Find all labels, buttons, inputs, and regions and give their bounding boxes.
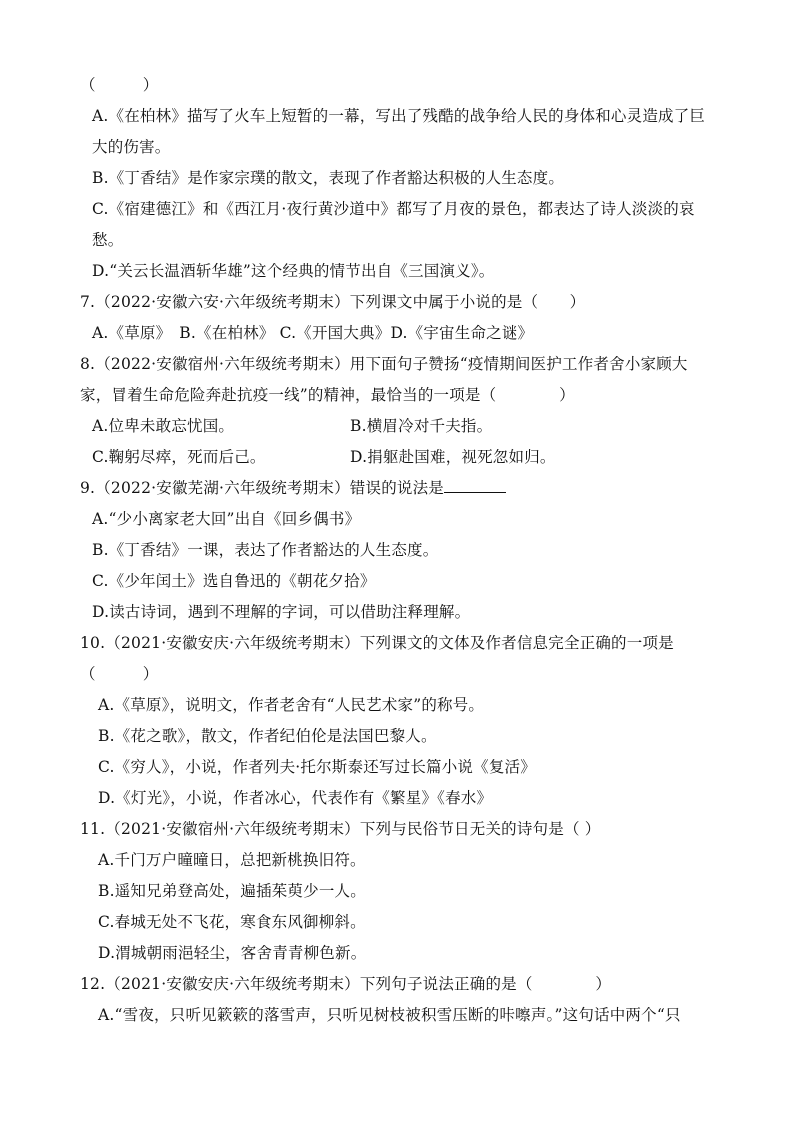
- q9-option-b: B.《丁香结》一课，表达了作者豁达的人生态度。: [92, 541, 439, 559]
- q11-option-d: D.渭城朝雨浥轻尘，客舍青青柳色新。: [98, 944, 367, 962]
- q9-stem: [80, 477, 506, 499]
- q8-stem-cont: 家，冒着生命危险奔赴抗疫一线”的精神，最恰当的一项是（ ）: [80, 386, 575, 404]
- q7-stem: 7.（2022·安徽六安·六年级统考期末）下列课文中属于小说的是（ ）: [80, 293, 586, 311]
- q6-option-a-cont: 大的伤害。: [92, 138, 171, 156]
- q8-option-d: D.捐躯赴国难，视死忽如归。: [350, 448, 556, 466]
- q6-answer-bracket: （ ）: [80, 76, 159, 94]
- q6-option-a: A.《在柏林》描写了火车上短暂的一幕，写出了残酷的战争给人民的身体和心灵造成了巨: [92, 107, 706, 125]
- q8-option-c: C.鞠躬尽瘁，死而后己。: [92, 448, 266, 466]
- q10-option-c: C.《穷人》，小说，作者列夫·托尔斯泰还写过长篇小说《复活》: [98, 758, 536, 776]
- q7-options: A.《草原》 B.《在柏林》 C.《开国大典》D.《宇宙生命之谜》: [92, 324, 534, 342]
- q6-option-c-cont: 愁。: [92, 231, 124, 249]
- q10-option-d: D.《灯光》，小说，作者冰心，代表作有《繁星》《春水》: [98, 789, 493, 807]
- q6-option-d: D.“关云长温酒斩华雄”这个经典的情节出自《三国演义》。: [92, 262, 495, 280]
- q8-option-a: A.位卑未敢忘忧国。: [92, 417, 235, 435]
- q12-option-a: A.“雪夜，只听见簌簌的落雪声，只听见树枝被积雪压断的咔嚓声。”这句话中两个“只: [98, 1006, 681, 1024]
- answer-blank: [444, 478, 506, 493]
- q9-option-a: A.“少小离家老大回”出自《回乡偶书》: [92, 510, 361, 528]
- q10-stem: 10.（2021·安徽安庆·六年级统考期末）下列课文的文体及作者信息完全正确的一项是: [80, 634, 674, 652]
- q8-stem: 8.（2022·安徽宿州·六年级统考期末）用下面句子赞扬“疫情期间医护工作者舍小家顾大: [80, 355, 688, 373]
- q12-stem: 12.（2021·安徽安庆·六年级统考期末）下列句子说法正确的是（ ）: [80, 975, 612, 993]
- q8-option-b: B.横眉冷对千夫指。: [350, 417, 493, 435]
- q9-option-d: D.读古诗词，遇到不理解的字词，可以借助注释理解。: [92, 603, 471, 621]
- q11-option-b: B.遥知兄弟登高处，遍插茱萸少一人。: [98, 882, 366, 900]
- q10-answer-bracket: （ ）: [80, 665, 159, 683]
- q11-stem: 11.（2021·安徽宿州·六年级统考期末）下列与民俗节日无关的诗句是（ ）: [80, 820, 601, 838]
- q10-option-a: A.《草原》，说明文，作者老舍有“人民艺术家”的称号。: [98, 696, 485, 714]
- q9-option-c: C.《少年闰土》选自鲁迅的《朝花夕拾》: [92, 572, 376, 590]
- q11-option-c: C.春城无处不飞花，寒食东风御柳斜。: [98, 913, 366, 931]
- q6-option-b: B.《丁香结》是作家宗璞的散文，表现了作者豁达积极的人生态度。: [92, 169, 565, 187]
- q11-option-a: A.千门万户曈曈日，总把新桃换旧符。: [98, 851, 366, 869]
- q10-option-b: B.《花之歌》，散文，作者纪伯伦是法国巴黎人。: [98, 727, 437, 745]
- q6-option-c: C.《宿建德江》和《西江月·夜行黄沙道中》都写了月夜的景色，都表达了诗人淡淡的哀: [92, 200, 695, 218]
- q9-stem-text: 9.（2022·安徽芜湖·六年级统考期末）错误的说法是: [80, 479, 444, 497]
